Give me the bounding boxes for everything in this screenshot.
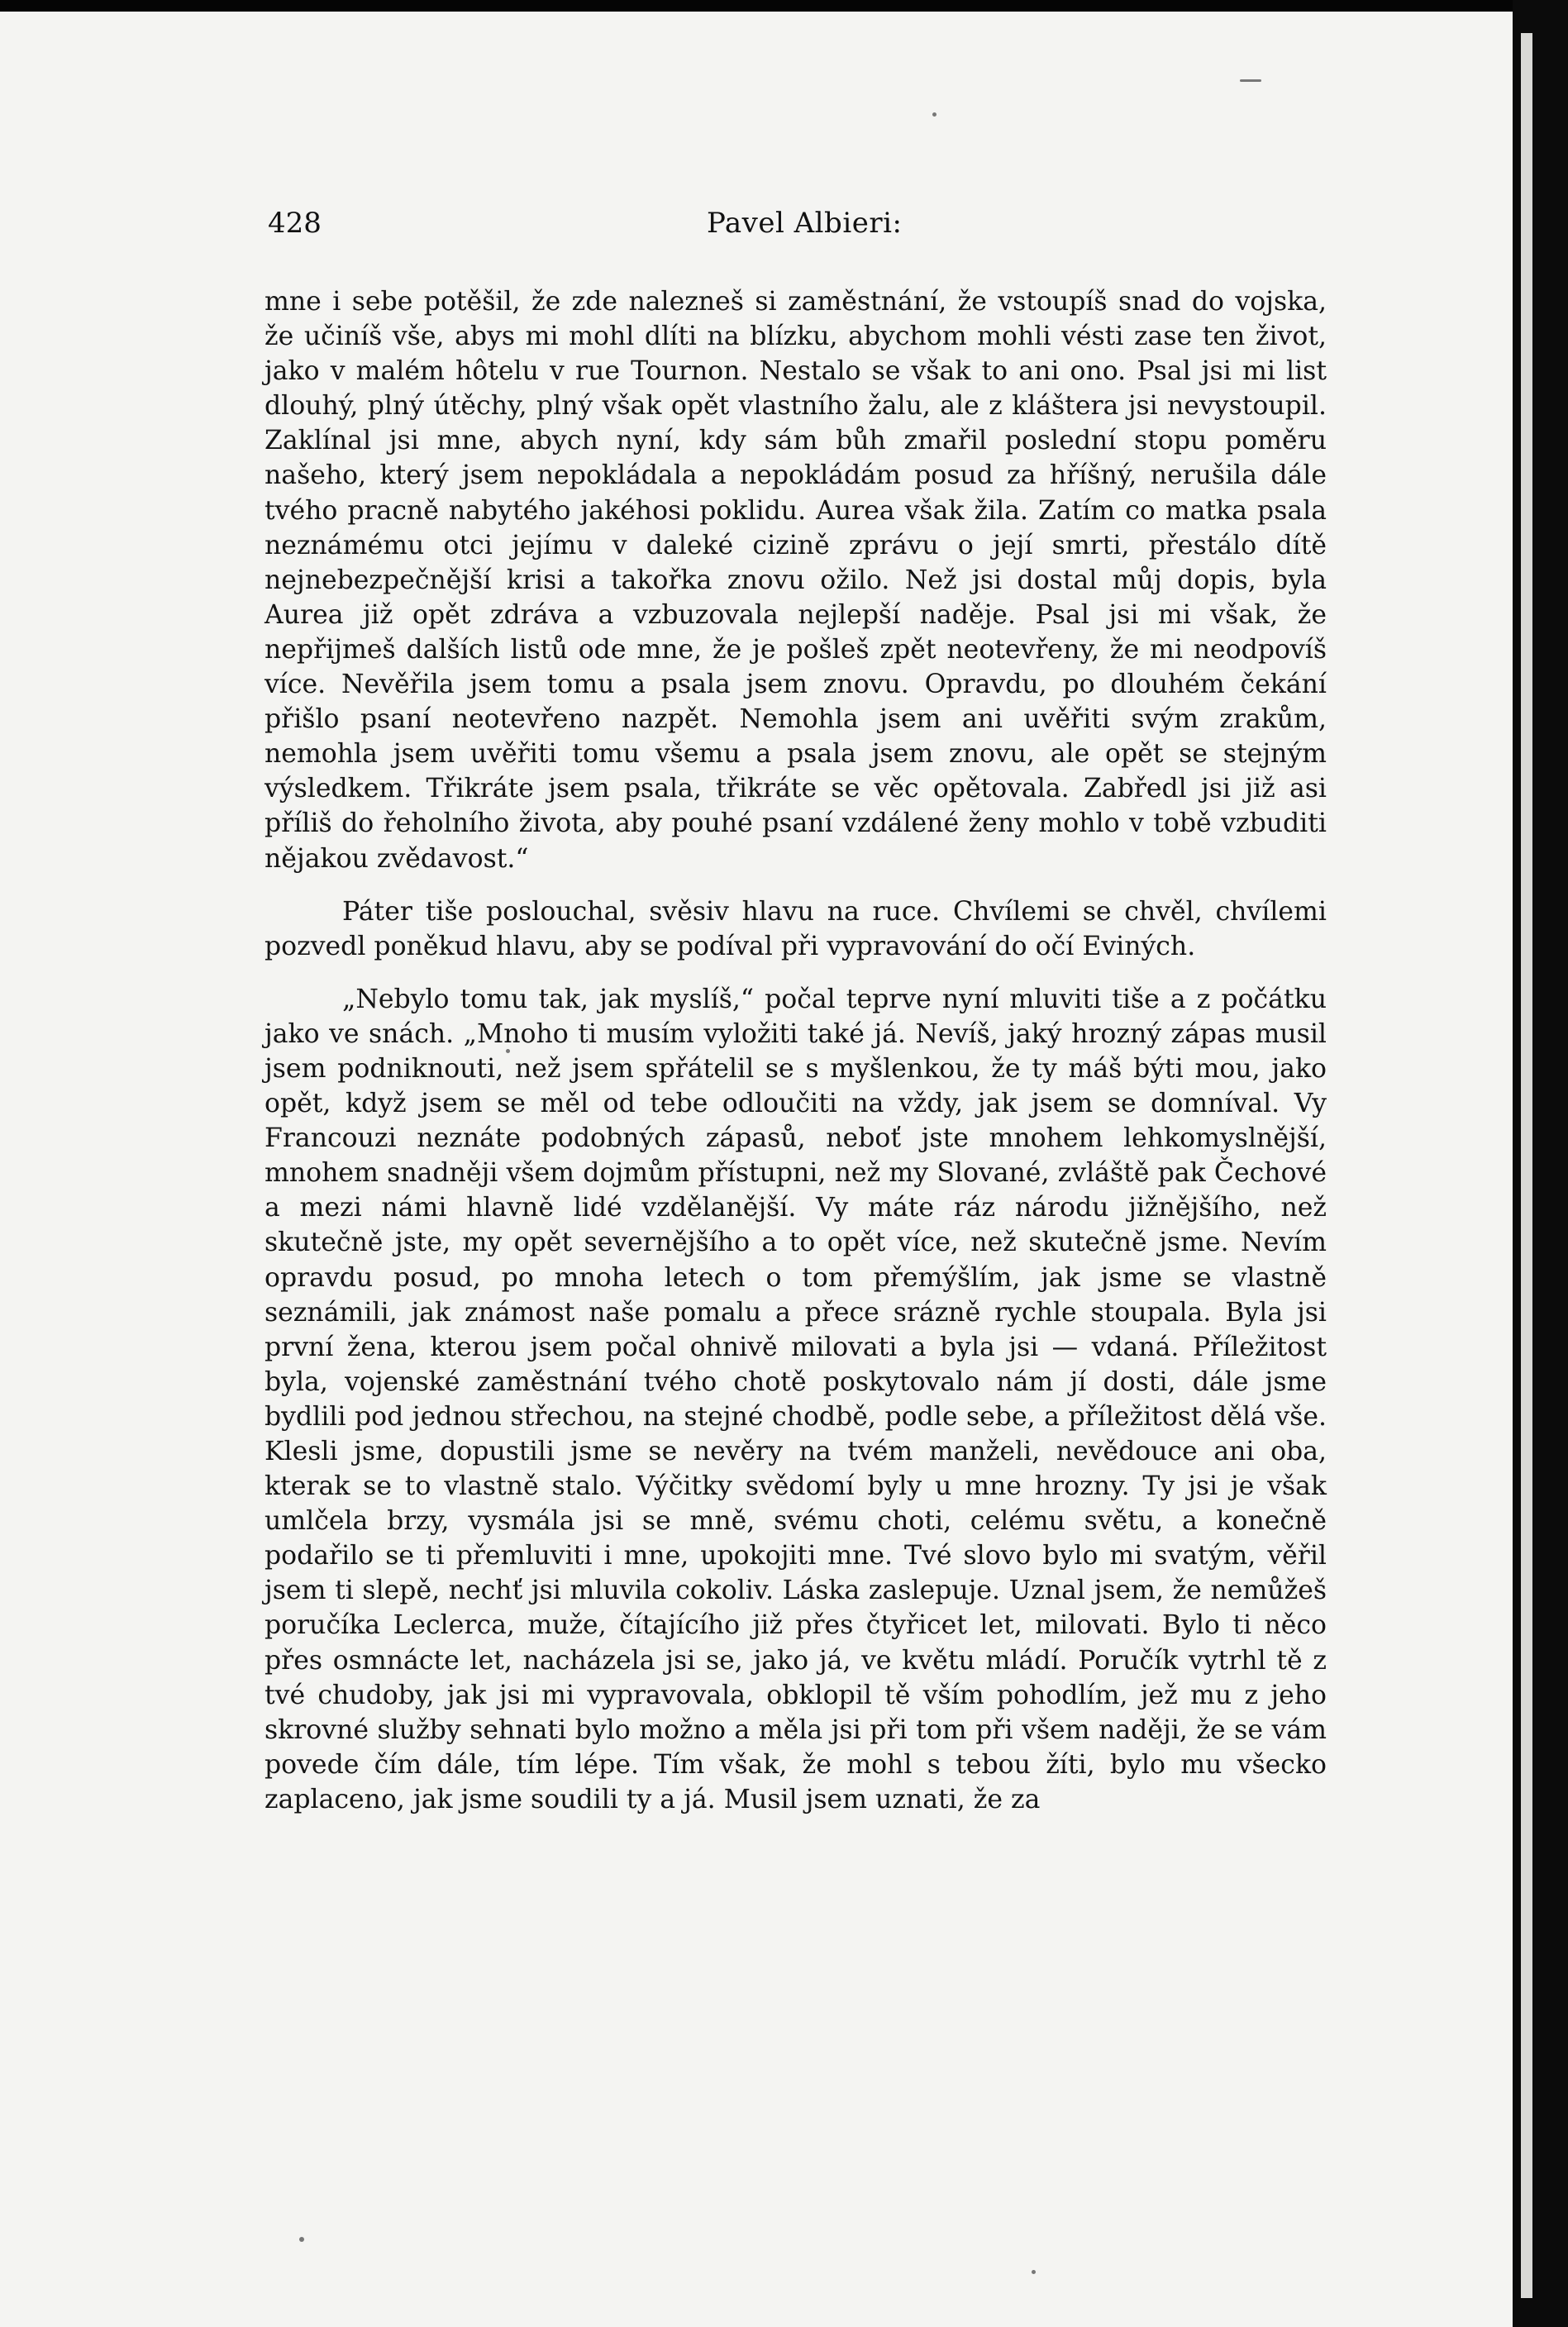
scan-speck bbox=[299, 2237, 304, 2242]
book-page bbox=[0, 12, 1513, 2327]
scan-speck bbox=[1032, 2270, 1036, 2274]
paragraph-continuation: mne i sebe potěšil, že zde nalezneš si zaměstnání, že vstoupíš snad do vojska, že učiníš vše, abys mi mohl dlíti na blízku, abychom mohli vésti zase ten život, jako v malém hôtelu v rue Tournon. Nestalo se však to ani ono. Psal jsi mi list dlouhý, plný útěchy, plný však opět vlastního žalu, ale z kláštera jsi nevystoupil. Zaklínal jsi mne, abych nyní, kdy sám bůh zmařil poslední stopu poměru našeho, který jsem nepokládala a nepokládám posud za hříšný, nerušila dále tvého pracně nabytého jakéhosi poklidu. Aurea však žila. Zatím co matka psala neznámému otci jejímu v daleké cizině zprávu o její smrti, přestálo dítě nejnebezpečnější krisi a takořka znovu ožilo. Než jsi dostal můj dopis, byla Aurea již opět zdráva a vzbuzovala nejlepší naděje. Psal jsi mi však, že nepřijmeš dalších listů ode mne, že je pošleš zpět neotevřeny, že mi neodpovíš více. Nevěřila jsem tomu a psala jsem znovu. Opravdu, po dlouhém čekání přišlo psaní neotevřeno nazpět. Nemohla jsem ani uvěřiti svým zrakům, nemohla jsem uvěřiti tomu všemu a psala jsem znovu, ale opět se stejným výsledkem. Třikráte jsem psala, třikráte se věc opětovala. Zabředl jsi již asi příliš do řeholního života, aby pouhé psaní vzdálené ženy mohlo v tobě vzbuditi nějakou zvědavost.“ bbox=[265, 287, 1327, 874]
paragraph: „Nebylo tomu tak, jak myslíš,“ počal teprve nyní mluviti tiše a z počátku jako ve snách. „Mnoho ti musím vyložiti také já. Nevíš, jaký hrozný zápas musil jsem podniknouti, než jsem spřátelil se s myšlenkou, že ty máš býti mou, jako opět, když jsem se měl od tebe odloučiti na vždy, jak jsem se domníval. Vy Francouzi neznáte podobných zápasů, neboť jste mnohem lehkomyslnější, mnohem snadněji všem dojmům přístupni, než my Slované, zvláště pak Čechové a mezi námi hlavně lidé vzdělanější. Vy máte ráz národu jižnějšího, než skutečně jste, my opět severnějšího a to opět více, než skutečně jsme. Nevím opravdu posud, po mnoha letech o tom přemýšlím, jak jsme se vlastně seznámili, jak známost naše pomalu a přece srázně rychle stoupala. Byla jsi první žena, kterou jsem počal ohnivě milovati a byla jsi — vdaná. Příležitost byla, vojenské zaměstnání tvého chotě poskytovalo nám jí dosti, dále jsme bydlili pod jednou střechou, na stejné chodbě, podle sebe, a příležitost dělá vše. Klesli jsme, dopustili jsme se nevěry na tvém manželi, nevědouce ani oba, kterak se to vlastně stalo. Výčitky svědomí byly u mne hrozny. Ty jsi je však umlčela brzy, vysmála jsi se mně, svému choti, celému světu, a konečně podařilo se ti přemluviti i mne, upokojiti mne. Tvé slovo bylo mi svatým, věřil jsem ti slepě, nechť jsi mluvila cokoliv. Láska zaslepuje. Uznal jsem, že nemůžeš poručíka Leclerca, muže, čítajícího již přes čtyřicet let, milovati. Bylo ti něco přes osmnácte let, nacházela jsi se, jako já, ve květu mládí. Poručík vytrhl tě z tvé chudoby, jak jsi mi vypravovala, obklopil tě vším pohodlím, jež mu z jeho skrovné služby sehnati bylo možno a měla jsi při tom při všem naději, že se vám povede čím dále, tím lépe. Tím však, že mohl s tebou žíti, bylo mu všecko zaplaceno, jak jsme soudili ty a já. Musil jsem uznati, že za bbox=[265, 984, 1327, 1814]
page-number: 428 bbox=[268, 207, 322, 240]
running-head: Pavel Albieri: bbox=[707, 207, 903, 240]
scan-speck bbox=[932, 112, 937, 117]
body-text bbox=[265, 284, 1327, 1817]
scan-edge bbox=[1513, 0, 1568, 2327]
scan-speck bbox=[1240, 79, 1261, 82]
scan-speck bbox=[506, 1049, 510, 1053]
paragraph: Páter tiše poslouchal, svěsiv hlavu na ruce. Chvílemi se chvěl, chvílemi pozvedl poněkud hlavu, aby se podíval při vypravování do očí Eviných. bbox=[265, 896, 1327, 961]
page-edge-strip bbox=[1521, 33, 1532, 2298]
page-header bbox=[265, 207, 1331, 248]
